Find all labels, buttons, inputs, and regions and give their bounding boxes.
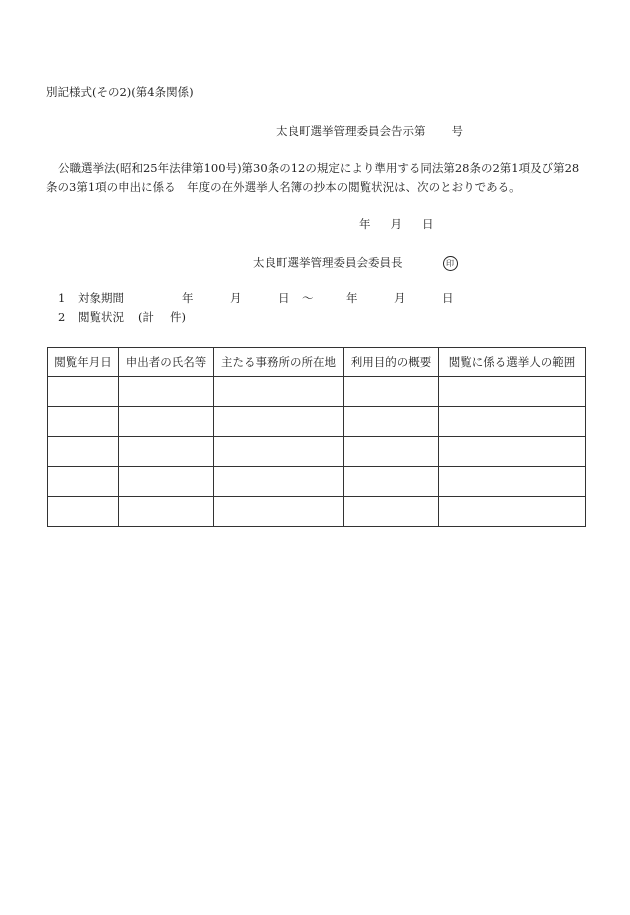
table-cell (119, 497, 214, 527)
item1-from-month: 月 (230, 291, 242, 305)
column-header-purpose-summary: 利用目的の概要 (344, 348, 439, 377)
item-viewing-status (58, 311, 186, 325)
item1-to-day: 日 (442, 291, 454, 305)
table-cell (214, 377, 344, 407)
item2-label: 閲覧状況 (78, 310, 124, 324)
table-cell (48, 377, 119, 407)
table-header-row (48, 348, 586, 377)
table-cell (344, 467, 439, 497)
table-cell (214, 407, 344, 437)
table-row (48, 407, 586, 437)
table-cell (48, 407, 119, 437)
form-label: 別記様式(その2)(第4条関係) (46, 85, 194, 99)
date-day: 日 (422, 217, 434, 231)
column-header-voter-scope: 閲覧に係る選挙人の範囲 (439, 348, 586, 377)
table-cell (344, 377, 439, 407)
table-cell (439, 467, 586, 497)
table-row (48, 467, 586, 497)
date-year: 年 (359, 217, 371, 231)
table-cell (119, 377, 214, 407)
table-cell (119, 407, 214, 437)
column-header-office-address: 主たる事務所の所在地 (214, 348, 344, 377)
notice-number (276, 125, 463, 139)
item1-to-month: 月 (394, 291, 406, 305)
table-cell (439, 437, 586, 467)
column-header-viewing-date: 閲覧年月日 (48, 348, 119, 377)
table-cell (119, 437, 214, 467)
item1-from-year: 年 (182, 291, 194, 305)
table-cell (439, 377, 586, 407)
table-cell (344, 407, 439, 437)
notice-number-prefix: 太良町選挙管理委員会告示第 (276, 124, 426, 138)
table-cell (48, 497, 119, 527)
item2-count-prefix: (計 (138, 310, 154, 324)
table-cell (214, 467, 344, 497)
table-cell (439, 497, 586, 527)
table-row (48, 437, 586, 467)
chairman-signature (253, 256, 458, 271)
item1-range-mark: ～ (302, 291, 314, 305)
item1-from-day: 日 (278, 291, 290, 305)
item1-to-year: 年 (346, 291, 358, 305)
chairman-title: 太良町選挙管理委員会委員長 (253, 255, 403, 270)
table-cell (439, 407, 586, 437)
notice-body-line2: 条の3第1項の申出に係る 年度の在外選挙人名簿の抄本の閲覧状況は、次のとおりである。 (46, 179, 521, 194)
item-target-period (58, 292, 454, 306)
table-cell (48, 437, 119, 467)
viewing-status-table (47, 347, 586, 527)
table-cell (48, 467, 119, 497)
table-cell (344, 497, 439, 527)
date-month: 月 (390, 217, 402, 231)
table-cell (344, 437, 439, 467)
item2-count-suffix: 件) (170, 310, 186, 324)
notice-body (46, 159, 586, 197)
notice-date (359, 218, 434, 232)
table-cell (214, 497, 344, 527)
notice-body-line1: 公職選挙法(昭和25年法律第100号)第30条の12の規定により準用する同法第28条の2第1項及び第28 (58, 161, 580, 175)
seal-mark: 印 (443, 256, 458, 271)
table-row (48, 497, 586, 527)
table-row (48, 377, 586, 407)
table-cell (119, 467, 214, 497)
table-cell (214, 437, 344, 467)
item1-label: 対象期間 (78, 291, 124, 305)
item2-number: 2 (58, 310, 66, 324)
column-header-applicant-name: 申出者の氏名等 (119, 348, 214, 377)
notice-number-suffix: 号 (451, 124, 463, 138)
item1-number: 1 (58, 291, 66, 305)
